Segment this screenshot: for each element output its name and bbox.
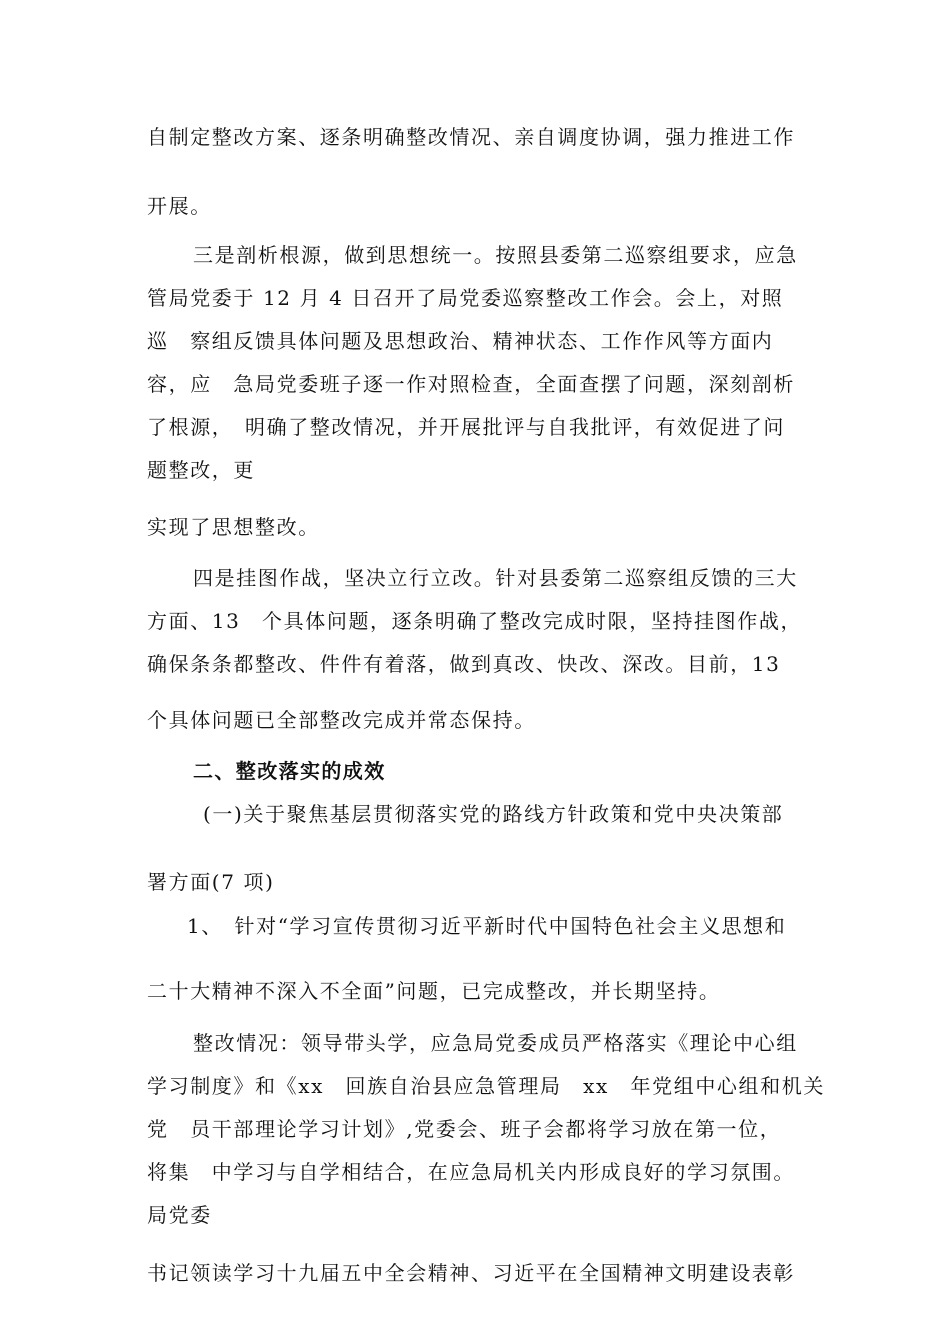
paragraph-line: 整改情况：领导带头学，应急局党委成员严格落实《理论中心组	[193, 1031, 798, 1055]
subsection-heading: 署方面(7 项)	[147, 870, 275, 894]
paragraph-line: 党 员干部理论学习计划》,党委会、班子会都将学习放在第一位，	[147, 1117, 782, 1141]
subsection-heading: (一)关于聚焦基层贯彻落实党的路线方针政策和党中央决策部	[203, 802, 784, 826]
paragraph-line: 自制定整改方案、逐条明确整改情况、亲自调度协调，强力推进工作	[147, 125, 795, 149]
paragraph-line: 个具体问题已全部整改完成并常态保持。	[147, 708, 536, 732]
paragraph-line: 四是挂图作战，坚决立行立改。针对县委第二巡察组反馈的三大	[193, 566, 798, 590]
paragraph-line: 书记领读学习十九届五中全会精神、习近平在全国精神文明建设表彰	[147, 1261, 795, 1285]
paragraph-line: 了根源， 明确了整改情况，并开展批评与自我批评，有效促进了问	[147, 415, 785, 439]
paragraph-line: 容，应 急局党委班子逐一作对照检查，全面查摆了问题，深刻剖析	[147, 372, 795, 396]
paragraph-line: 学习制度》和《xx 回族自治县应急管理局 xx 年党组中心组和机关	[147, 1074, 825, 1098]
paragraph-line: 确保条条都整改、件件有着落，做到真改、快改、深改。目前，13	[147, 652, 781, 676]
paragraph-line: 开展。	[147, 194, 212, 218]
section-heading: 二、整改落实的成效	[193, 759, 386, 783]
paragraph-line: 管局党委于 12 月 4 日召开了局党委巡察整改工作会。会上，对照	[147, 286, 784, 310]
paragraph-line: 三是剖析根源，做到思想统一。按照县委第二巡察组要求，应急	[193, 243, 798, 267]
paragraph-line: 局党委	[147, 1203, 212, 1227]
list-item: 1、 针对“学习宣传贯彻习近平新时代中国特色社会主义思想和	[187, 914, 787, 938]
paragraph-line: 二十大精神不深入不全面”问题，已完成整改，并长期坚持。	[147, 979, 721, 1003]
paragraph-line: 将集 中学习与自学相结合，在应急局机关内形成良好的学习氛围。	[147, 1160, 795, 1184]
paragraph-line: 巡 察组反馈具体问题及思想政治、精神状态、工作作风等方面内	[147, 329, 774, 353]
paragraph-line: 方面、13 个具体问题，逐条明确了整改完成时限，坚持挂图作战，	[147, 609, 803, 633]
paragraph-line: 实现了思想整改。	[147, 515, 320, 539]
paragraph-line: 题整改，更	[147, 458, 255, 482]
